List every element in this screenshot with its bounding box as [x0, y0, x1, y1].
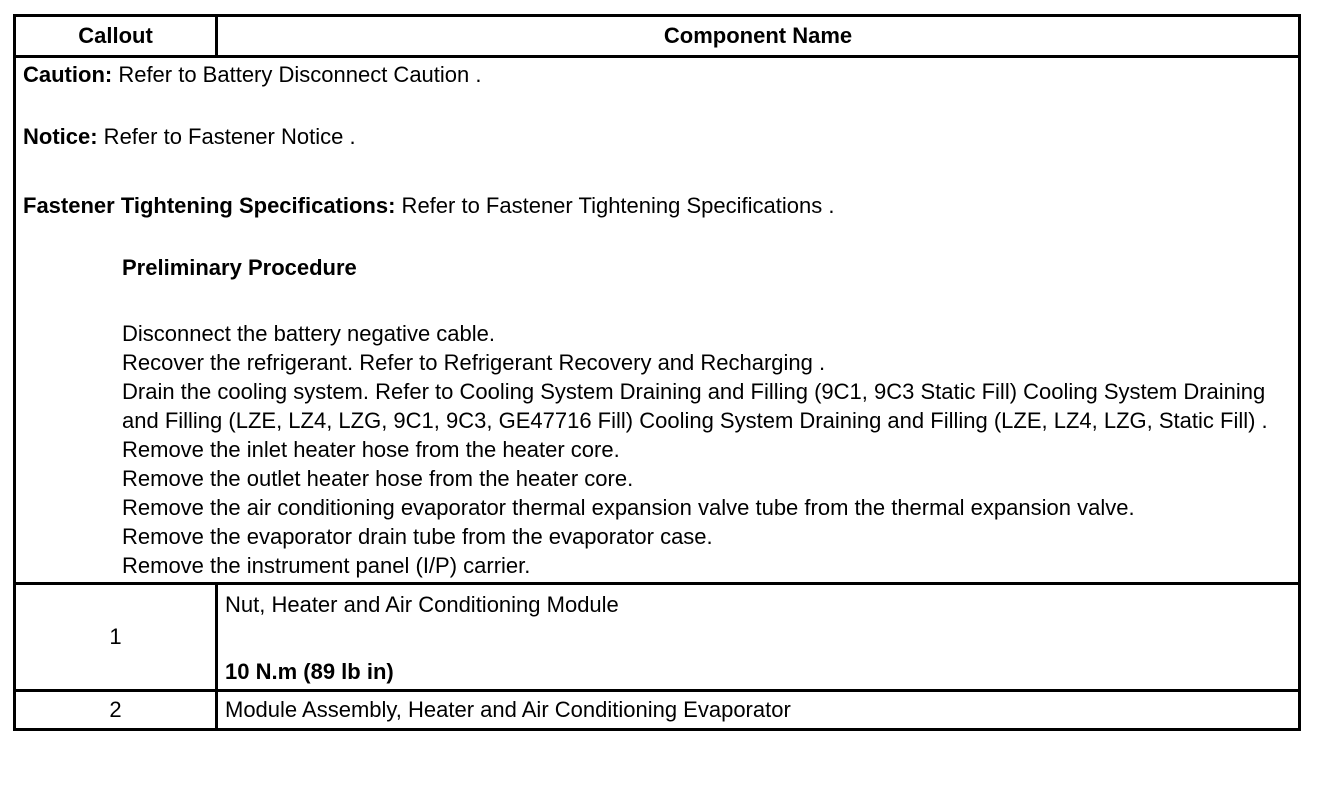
table-row	[15, 584, 1300, 691]
callout-header: Callout	[15, 16, 217, 57]
preliminary-title: Preliminary Procedure	[122, 255, 357, 280]
component-name: Nut, Heater and Air Conditioning Module	[225, 592, 619, 617]
fastener-text: Refer to Fastener Tightening Specifications .	[395, 193, 835, 218]
table-row	[15, 691, 1300, 730]
step-item: Remove the evaporator drain tube from the evaporator case.	[122, 524, 713, 549]
fastener-label: Fastener Tightening Specifications:	[23, 193, 396, 218]
callout-cell: 2	[15, 691, 217, 730]
step-item: Remove the inlet heater hose from the heater core.	[122, 437, 620, 462]
component-name-header: Component Name	[217, 16, 1300, 57]
fastener-note	[23, 191, 1292, 220]
component-cell: Module Assembly, Heater and Air Conditioning Evaporator	[217, 691, 1300, 730]
notice-label: Notice:	[23, 124, 98, 149]
step-item: Drain the cooling system. Refer to Cooling System Draining and Filling (9C1, 9C3 Static Fill) Cooling System Draining and Filling (LZE, LZ4, LZG, 9C1, 9C3, GE47716 Fill) Cooling System Draining and Filling (LZE, LZ4, LZG, Static Fill) .	[122, 379, 1268, 433]
step-item: Recover the refrigerant. Refer to Refrigerant Recovery and Recharging .	[122, 350, 826, 375]
header-row	[15, 16, 1300, 57]
step-item: Remove the outlet heater hose from the heater core.	[122, 466, 634, 491]
preliminary-steps	[23, 319, 1292, 580]
notice-note	[23, 122, 1292, 151]
component-cell	[217, 584, 1300, 691]
caution-label: Caution:	[23, 62, 113, 87]
step-item: Remove the air conditioning evaporator thermal expansion valve tube from the thermal expansion valve.	[122, 495, 1135, 520]
caution-text: Refer to Battery Disconnect Caution .	[112, 62, 482, 87]
notice-text: Refer to Fastener Notice .	[97, 124, 356, 149]
notes-cell	[15, 57, 1300, 584]
torque-spec: 10 N.m (89 lb in)	[225, 659, 394, 684]
notes-row	[15, 57, 1300, 584]
callout-cell: 1	[15, 584, 217, 691]
component-table	[13, 14, 1301, 731]
step-item: Remove the instrument panel (I/P) carrier.	[122, 553, 531, 578]
caution-note	[23, 60, 1292, 89]
step-item: Disconnect the battery negative cable.	[122, 321, 496, 346]
